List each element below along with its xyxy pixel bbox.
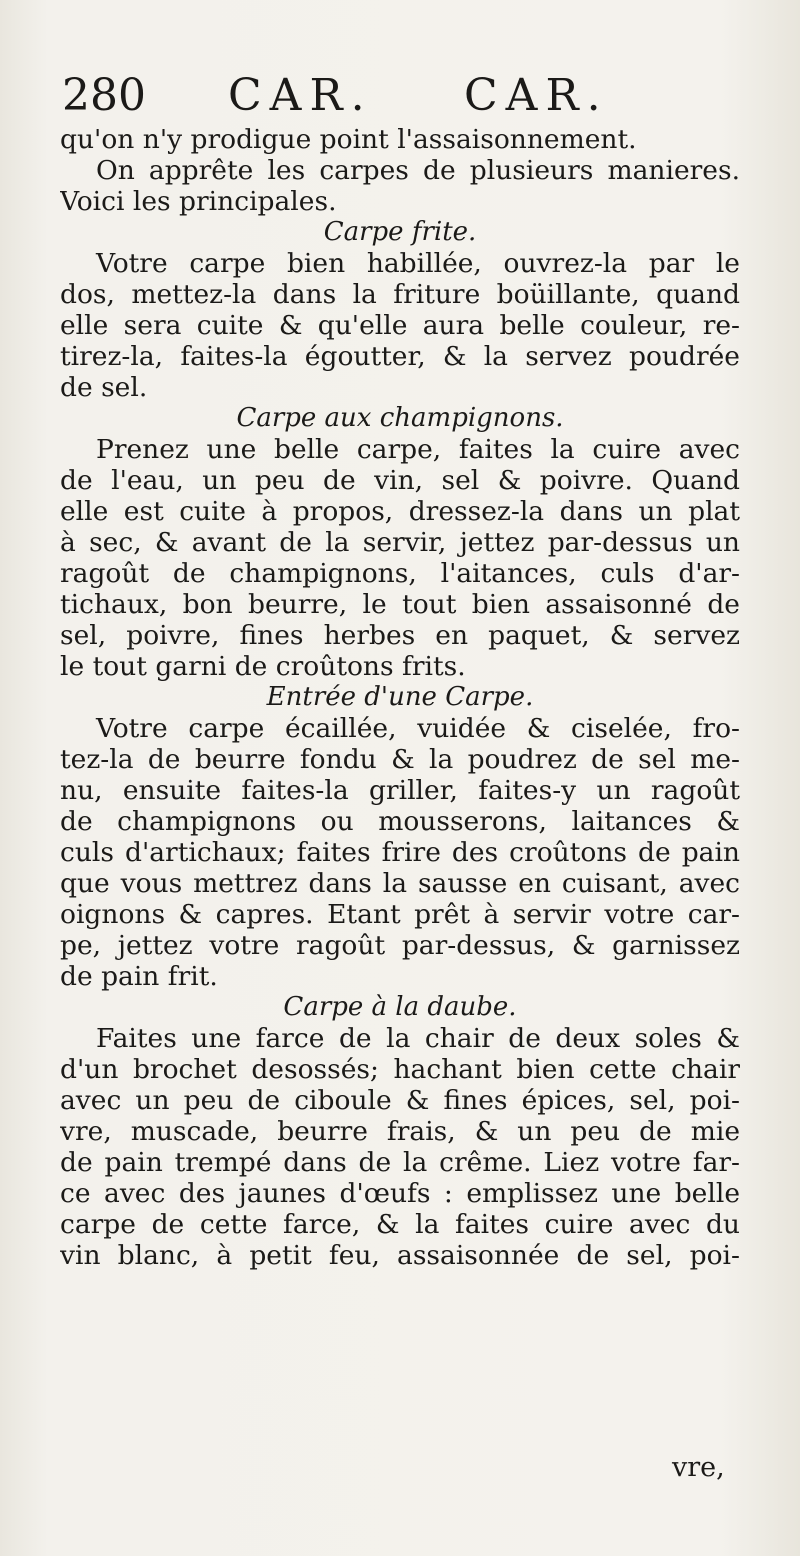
page-header <box>62 70 762 130</box>
text-line: tichaux, bon beurre, le tout bien assaisonné de <box>60 589 740 620</box>
text-body <box>60 124 740 1271</box>
text-line: le tout garni de croûtons frits. <box>60 651 466 682</box>
text-line: d'un brochet desossés; hachant bien cette chair <box>60 1054 740 1085</box>
text-line: culs d'artichaux; faites frire des croûtons de pain <box>60 837 740 868</box>
text-line: ce avec des jaunes d'œufs : emplissez une belle <box>60 1178 740 1209</box>
running-head-left: CAR. <box>228 70 373 121</box>
text-line: Faites une farce de la chair de deux soles & <box>96 1023 740 1054</box>
text-line: Votre carpe écaillée, vuidée & ciselée, fro- <box>96 713 740 744</box>
text-line: elle est cuite à propos, dressez-la dans un plat <box>60 496 740 527</box>
text-line: de l'eau, un peu de vin, sel & poivre. Quand <box>60 465 740 496</box>
text-line: vin blanc, à petit feu, assaisonnée de sel, poi- <box>60 1240 740 1271</box>
text-line: que vous mettrez dans la sausse en cuisant, avec <box>60 868 740 899</box>
running-head-right: CAR. <box>464 70 609 121</box>
text-line: nu, ensuite faites-la griller, faites-y un ragoût <box>60 775 740 806</box>
text-line: carpe de cette farce, & la faites cuire avec du <box>60 1209 740 1240</box>
text-line: Votre carpe bien habillée, ouvrez-la par le <box>96 248 740 279</box>
text-line: à sec, & avant de la servir, jettez par-dessus un <box>60 527 740 558</box>
text-line: avec un peu de ciboule & fines épices, sel, poi- <box>60 1085 740 1116</box>
text-line: pe, jettez votre ragoût par-dessus, & garnissez <box>60 930 740 961</box>
text-line: de sel. <box>60 372 148 403</box>
text-line: de pain trempé dans de la crême. Liez votre far- <box>60 1147 740 1178</box>
text-line: vre, muscade, beurre frais, & un peu de mie <box>60 1116 740 1147</box>
text-line: qu'on n'y prodigue point l'assaisonnement. <box>60 124 637 155</box>
text-line: Voici les principales. <box>60 186 337 217</box>
section-title: Entrée d'une Carpe. <box>266 682 534 712</box>
text-line: ragoût de champignons, l'aitances, culs d'ar- <box>60 558 740 589</box>
text-line: sel, poivre, fines herbes en paquet, & servez <box>60 620 740 651</box>
text-line: On apprête les carpes de plusieurs manieres. <box>96 155 740 186</box>
text-line: tirez-la, faites-la égoutter, & la servez poudrée <box>60 341 740 372</box>
section-title: Carpe frite. <box>323 217 477 247</box>
section-title: Carpe aux champignons. <box>236 403 564 433</box>
text-line: tez-la de beurre fondu & la poudrez de sel me- <box>60 744 740 775</box>
section-title: Carpe à la daube. <box>283 992 517 1022</box>
text-line: de pain frit. <box>60 961 218 992</box>
text-line: oignons & capres. Etant prêt à servir votre car- <box>60 899 740 930</box>
text-line: dos, mettez-la dans la friture boüillante, quand <box>60 279 740 310</box>
catchword: vre, <box>672 1452 725 1483</box>
text-line: elle sera cuite & qu'elle aura belle couleur, re- <box>60 310 740 341</box>
text-line: Prenez une belle carpe, faites la cuire avec <box>96 434 740 465</box>
text-line: de champignons ou mousserons, laitances & <box>60 806 740 837</box>
page-number: 280 <box>62 70 146 121</box>
